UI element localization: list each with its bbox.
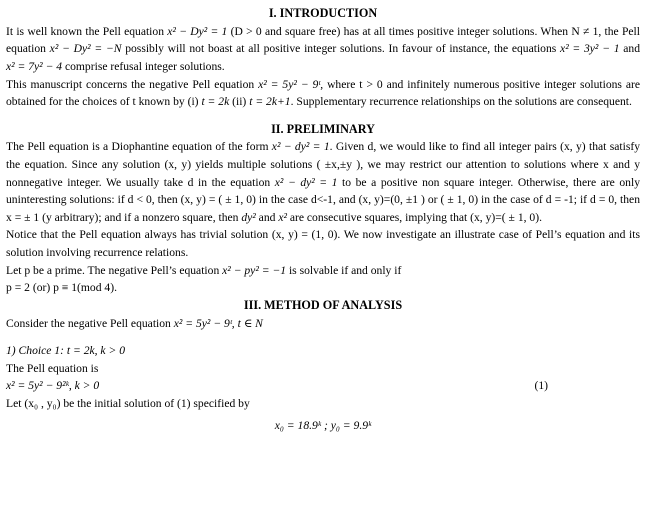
subsection-choice-1: 1) Choice 1: t = 2k, k > 0 [6, 344, 125, 358]
initial-solution-equation [6, 417, 640, 435]
preliminary-paragraph-1 [6, 138, 640, 226]
equation-2: x₀ = 18.9ᵏ ; y₀ = 9.9ᵏ [274, 418, 372, 432]
text: . Given d, we would like to find all integer pairs (x, y) that satisfy the equation. Since any solution (x, y) yields multiple solutions ( ±x,±y ), we may restrict our attention to solutions where x and y nonnegative integer. We usually take d in the equation [6, 140, 640, 189]
equation-1: x² = 5y² − 9²ᵏ, k > 0 [6, 379, 100, 393]
text: is solvable if and only if [286, 263, 402, 277]
equation: x² − Dy² = 1 [167, 24, 228, 38]
equation: x² − py² = −1 [222, 263, 287, 277]
text: Consider the negative Pell equation [6, 316, 174, 330]
equation: x² = 3y² − 1 [560, 42, 620, 56]
text: Let p be a prime. The negative Pell’s equation [6, 263, 223, 277]
text: (D > 0 and square free) has at all times positive integer solutions. When N ≠ 1, the Pell equation [6, 24, 640, 56]
preliminary-paragraph-3 [6, 262, 640, 280]
equation: x² − dy² = 1 [274, 175, 338, 189]
equation: x² − Dy² = −N [49, 42, 122, 56]
choice-1-inline: t = 2k [201, 95, 230, 109]
text: (ii) [229, 95, 250, 109]
preliminary-condition: p = 2 (or) p ≡ 1(mod 4). [6, 281, 117, 295]
equation-line-1 [6, 377, 640, 395]
text: comprise refusal integer solutions. [62, 59, 225, 73]
text: The Pell equation is a Diophantine equation of the form [6, 140, 272, 154]
equation: x² = 7y² − 4 [6, 59, 63, 73]
text: to be a positive non square integer. Otherwise, there are only uninteresting solutions: if d < 0, then (x, y) = ( ± 1, 0) in the case d<-1, and (x, y)=(0, ±1 ) or ( ± 1, 0) in the case of d = -1; if d = 0, then x = ± 1 (y arbitrary); and if a nonzero square, then [6, 175, 640, 224]
text: . Supplementary recurrence relationships on the solutions are consequent. [290, 95, 632, 109]
method-paragraph-3: Let (x₀ , y₀) be the initial solution of (1) specified by [6, 397, 250, 411]
text: This manuscript concerns the negative Pell equation [6, 77, 259, 91]
text: and [619, 42, 640, 56]
method-paragraph-2: The Pell equation is [6, 361, 99, 375]
text: It is well known the Pell equation [6, 24, 168, 38]
text: are consecutive squares, implying that (x, y)=( ± 1, 0). [286, 210, 542, 224]
method-paragraph-1 [6, 315, 640, 333]
choice-2-inline: t = 2k+1 [249, 95, 291, 109]
section-heading-introduction: I. INTRODUCTION [268, 6, 378, 20]
equation: x² = 5y² − 9ᵗ, t ∈ N [173, 316, 263, 330]
text: possibly will not boast at all positive integer solutions. In favour of instance, the equations [121, 42, 561, 56]
section-heading-preliminary: II. PRELIMINARY [271, 121, 375, 136]
preliminary-paragraph-2: Notice that the Pell equation always has trivial solution (x, y) = (1, 0). We now investigate an illustrate case of Pell’s equation and its solution involving recurrence relations. [6, 228, 640, 260]
intro-paragraph-1 [6, 23, 640, 76]
equation: x² = 5y² − 9ᵗ [258, 77, 321, 91]
equation: dy² [241, 210, 256, 224]
intro-paragraph-2 [6, 76, 640, 111]
equation-number: (1) [534, 379, 548, 393]
section-heading-method: III. METHOD OF ANALYSIS [243, 297, 403, 312]
text: and [255, 210, 279, 224]
equation: x² − dy² = 1 [271, 140, 330, 154]
equation: x² [278, 210, 287, 224]
text: , where t > 0 and infinitely numerous positive integer solutions are obtained for the choices of t known by (i) [6, 77, 640, 109]
